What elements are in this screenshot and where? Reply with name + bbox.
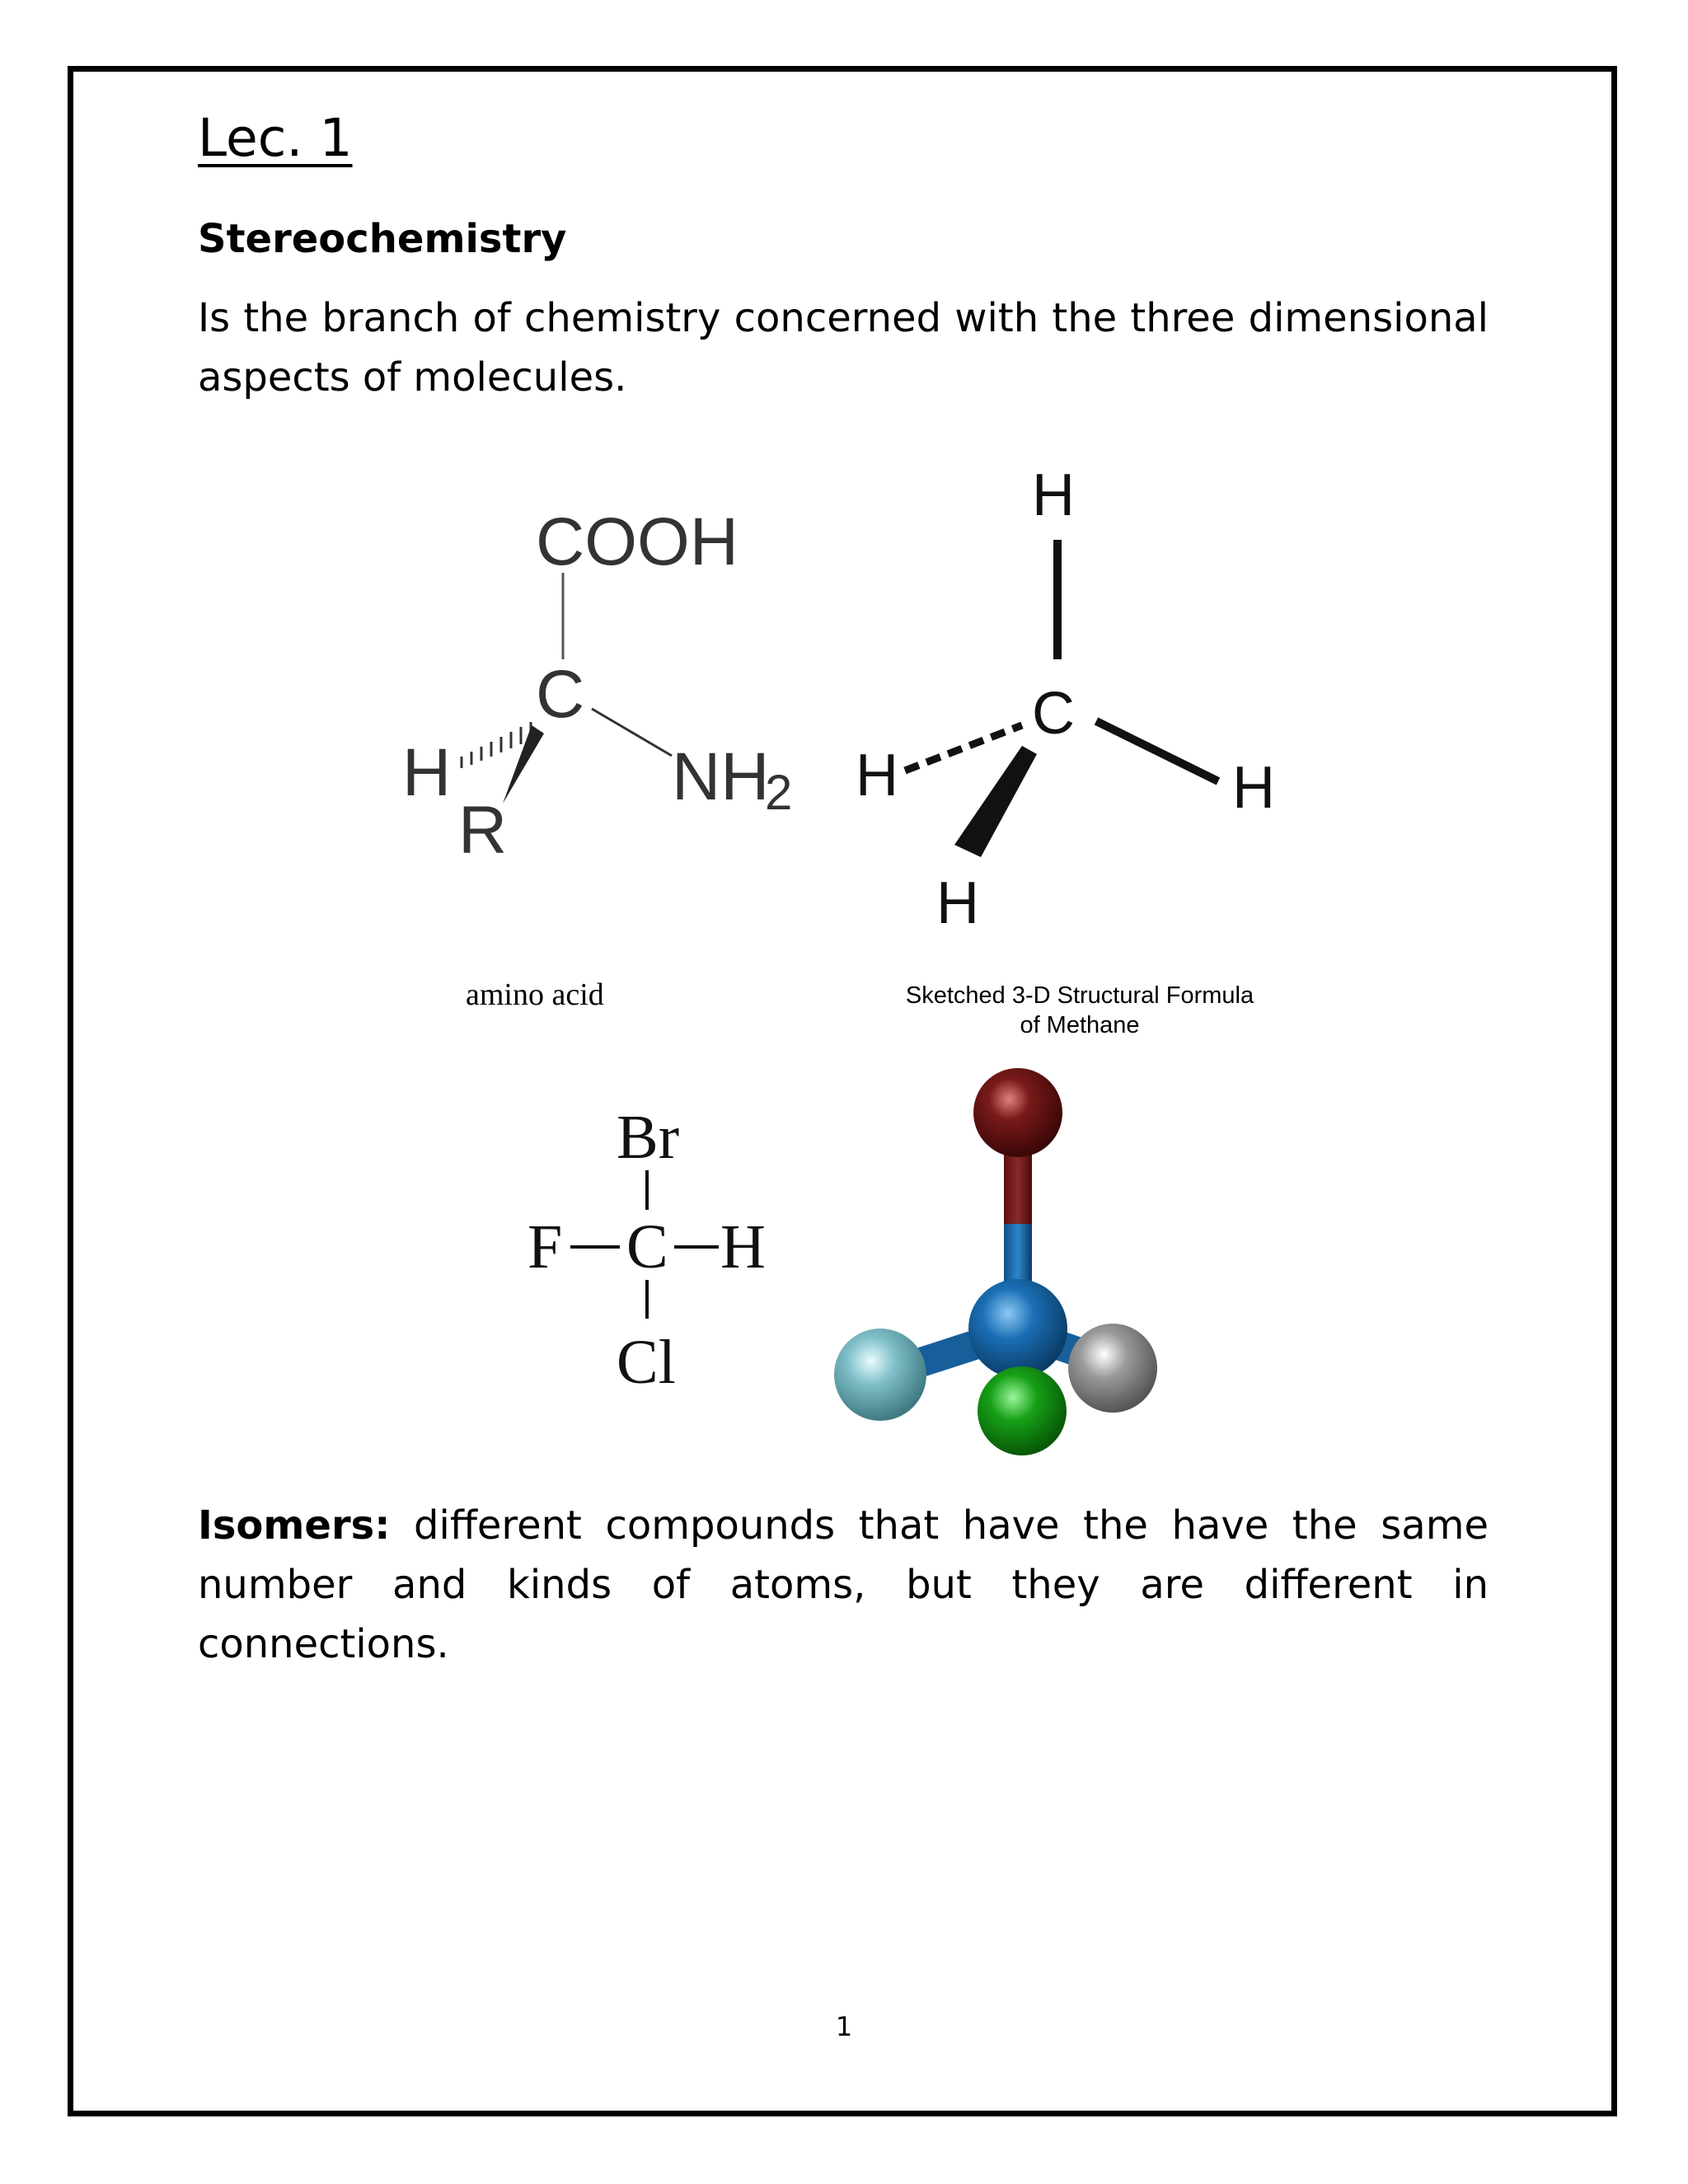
amino-right-subscript: 2 (765, 765, 793, 820)
methane-center-atom: C (1032, 681, 1075, 747)
amino-left-atom: H (402, 735, 452, 810)
right-atom-ball (1068, 1324, 1157, 1413)
amino-center-atom: C (536, 657, 585, 732)
section-heading: Stereochemistry (198, 216, 567, 262)
top-atom-ball (973, 1068, 1062, 1157)
ball-and-stick-model (0, 0, 1, 1)
amino-bottom-atom: R (458, 793, 508, 868)
bromo-bottom-atom: Cl (617, 1328, 676, 1397)
bromo-right-atom: H (720, 1212, 766, 1282)
left-atom-ball (834, 1329, 926, 1421)
front-atom-ball (978, 1366, 1067, 1455)
methane-right-atom: H (1232, 755, 1275, 821)
isomers-term: Isomers: (198, 1502, 391, 1549)
methane-left-atom: H (856, 743, 898, 808)
bromo-center-atom: C (626, 1212, 668, 1282)
isomers-paragraph (198, 1496, 1489, 1674)
bromo-top-atom: Br (617, 1103, 679, 1172)
isomers-definition: different compounds that have the have the same number and kinds of atoms, but they are different in connections. (198, 1502, 1489, 1667)
methane-caption-line1: Sketched 3-D Structural Formula (905, 982, 1254, 1009)
intro-paragraph: Is the branch of chemistry concerned with the three dimensional aspects of molecules. (198, 295, 1489, 401)
amino-acid-caption: amino acid (466, 977, 604, 1012)
methane-caption-line2: of Methane (1020, 1012, 1140, 1038)
page-number: 1 (835, 2011, 853, 2042)
methane-top-atom: H (1032, 462, 1075, 528)
amino-right-atom: NH (672, 739, 770, 814)
lecture-title: Lec. 1 (198, 108, 353, 168)
bromo-left-atom: F (528, 1212, 563, 1282)
methane-bottom-atom: H (936, 870, 979, 936)
center-atom-ball (968, 1279, 1067, 1378)
methane-caption (857, 981, 1302, 1040)
amino-top-atom: COOH (536, 504, 738, 579)
